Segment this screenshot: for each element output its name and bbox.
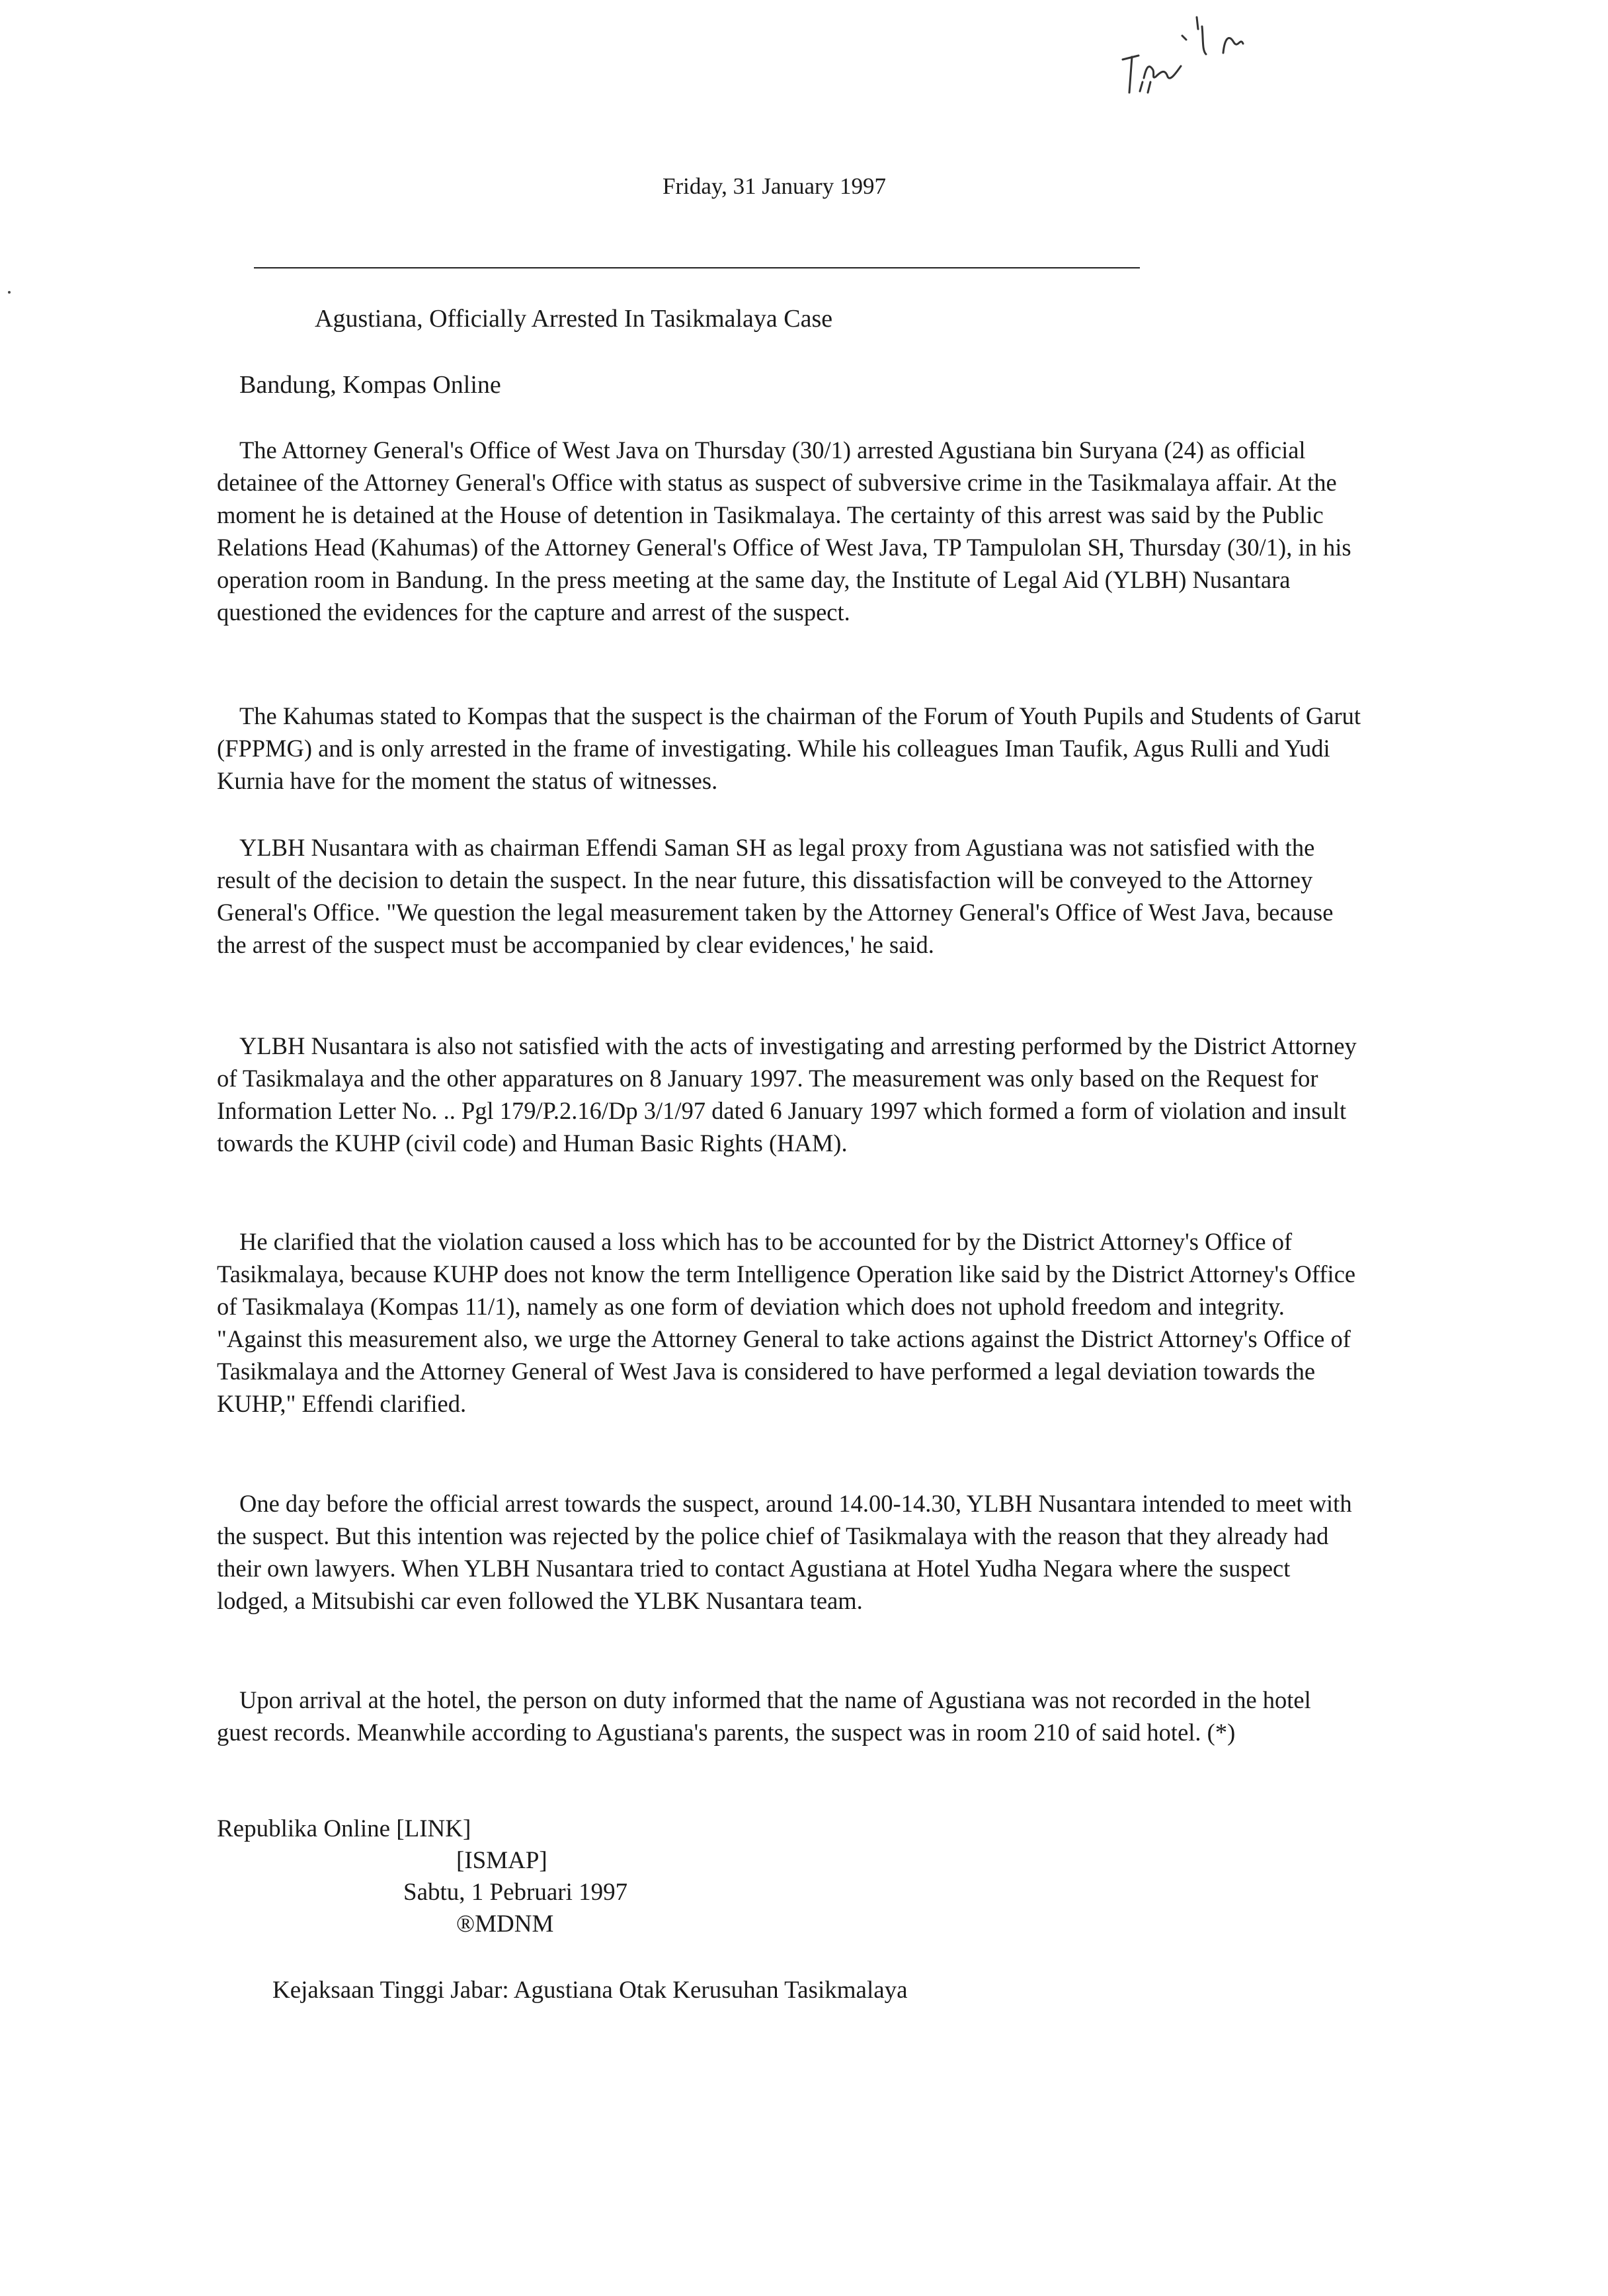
article-headline: Agustiana, Officially Arrested In Tasikmalaya Case (315, 305, 833, 333)
next-article-headline: Kejaksaan Tinggi Jabar: Agustiana Otak Kerusuhan Tasikmalaya (272, 1977, 908, 2004)
footer-mdnm: ®MDNM (456, 1910, 554, 1938)
footer-source: Republika Online [LINK] (217, 1815, 471, 1842)
article-dateline: Bandung, Kompas Online (239, 371, 501, 399)
paragraph-5: He clarified that the violation caused a loss which has to be accounted for by the District Attorney's Office of Tasikmalaya, because KUHP does not know the term Intelligence Operation like said by the District Attorney's Office of Tasikmalaya (Kompas 11/1), namely as one form of deviation which does not uphold freedom and integrity. "Against this measurement also, we urge the Attorney General to take actions against the District Attorney's Office of Tasikmalaya and the Attorney General of West Java is considered to have performed a legal deviation towards the KUHP," Effendi clarified. (217, 1228, 1356, 1417)
document-date: Friday, 31 January 1997 (663, 173, 886, 199)
handwritten-annotation (1117, 13, 1289, 99)
paragraph-1: The Attorney General's Office of West Java on Thursday (30/1) arrested Agustiana bin Suryana (24) as official detainee of the Attorney General's Office with status as suspect of subversive crime in the Tasikmalaya affair. At the moment he is detained at the House of detention in Tasikmalaya. The certainty of this arrest was said by the Public Relations Head (Kahumas) of the Attorney General's Office of West Java, TP Tampulolan SH, Thursday (30/1), in his operation room in Bandung. In the press meeting at the same day, the Institute of Legal Aid (YLBH) Nusantara questioned the evidences for the capture and arrest of the suspect. (217, 436, 1351, 626)
paragraph-7: Upon arrival at the hotel, the person on duty informed that the name of Agustiana was not recorded in the hotel guest records. Meanwhile according to Agustiana's parents, the suspect was in room 210 of said hotel. (*) (217, 1686, 1311, 1746)
paragraph-4: YLBH Nusantara is also not satisfied with the acts of investigating and arresting performed by the District Attorney of Tasikmalaya and the other apparatures on 8 January 1997. The measurement was only based on the Request for Information Letter No. .. Pgl 179/P.2.16/Dp 3/1/97 dated 6 January 1997 which formed a form of violation and insult towards the KUHP (civil code) and Human Basic Rights (HAM). (217, 1032, 1357, 1157)
scan-speck (8, 291, 11, 294)
footer-date: Sabtu, 1 Pebruari 1997 (403, 1879, 628, 1906)
footer-ismap: [ISMAP] (456, 1847, 547, 1874)
paragraph-2: The Kahumas stated to Kompas that the suspect is the chairman of the Forum of Youth Pupils and Students of Garut (FPPMG) and is only arrested in the frame of investigating. While his colleagues Iman Taufik, Agus Rulli and Yudi Kurnia have for the moment the status of witnesses. (217, 702, 1361, 794)
horizontal-divider (254, 267, 1140, 268)
paragraph-3: YLBH Nusantara with as chairman Effendi Saman SH as legal proxy from Agustiana was not satisfied with the result of the decision to detain the suspect. In the near future, this dissatisfaction will be conveyed to the Attorney General's Office. "We question the legal measurement taken by the Attorney General's Office of West Java, because the arrest of the suspect must be accompanied by clear evidences,' he said. (217, 834, 1334, 958)
paragraph-6: One day before the official arrest towards the suspect, around 14.00-14.30, YLBH Nusantara intended to meet with the suspect. But this intention was rejected by the police chief of Tasikmalaya with the reason that they already had their own lawyers. When YLBH Nusantara tried to contact Agustiana at Hotel Yudha Negara where the suspect lodged, a Mitsubishi car even followed the YLBK Nusantara team. (217, 1490, 1352, 1614)
